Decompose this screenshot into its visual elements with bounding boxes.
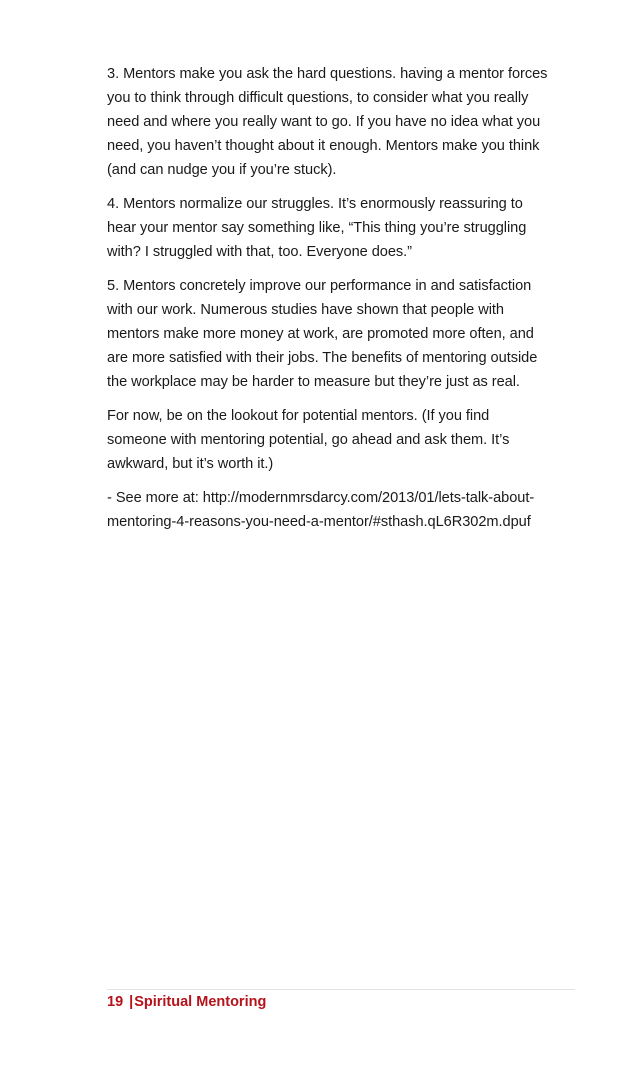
paragraph-point-3	[107, 62, 577, 182]
text-line: 4. Mentors normalize our struggles. It’s enormously reassuring to	[107, 196, 523, 212]
paragraph-source-reference	[107, 486, 577, 534]
text-line: hear your mentor say something like, “This thing you’re struggling	[107, 220, 527, 236]
text-line: need and where you really want to go. If you have no idea what you	[107, 114, 541, 130]
text-line: are more satisfied with their jobs. The benefits of mentoring outside	[107, 350, 538, 366]
text-line: 3. Mentors make you ask the hard questions. having a mentor forces	[107, 66, 548, 82]
text-line: with? I struggled with that, too. Everyone does.”	[107, 244, 412, 260]
paragraph-point-5	[107, 274, 577, 394]
text-line: with our work. Numerous studies have shown that people with	[107, 302, 504, 318]
text-line: you to think through difficult questions, to consider what you really	[107, 90, 529, 106]
paragraph-point-4	[107, 192, 577, 264]
text-line: (and can nudge you if you’re stuck).	[107, 162, 337, 178]
paragraph-closing-advice	[107, 404, 577, 476]
text-line: awkward, but it’s worth it.)	[107, 456, 274, 472]
source-url-line: mentoring-4-reasons-you-need-a-mentor/#sthash.qL6R302m.dpuf	[107, 514, 531, 530]
text-line: For now, be on the lookout for potential mentors. (If you find	[107, 408, 490, 424]
page-footer	[107, 991, 266, 1013]
footer-title: Spiritual Mentoring	[134, 994, 267, 1010]
text-line: need, you haven’t thought about it enough. Mentors make you think	[107, 138, 540, 154]
footer-divider	[107, 989, 575, 990]
source-url-line: - See more at: http://modernmrsdarcy.com/2013/01/lets-talk-about-	[107, 490, 535, 506]
page-number: 19	[107, 994, 124, 1010]
text-line: 5. Mentors concretely improve our performance in and satisfaction	[107, 278, 532, 294]
footer-separator: |	[129, 994, 134, 1010]
text-line: mentors make more money at work, are promoted more often, and	[107, 326, 534, 342]
document-body	[107, 62, 577, 544]
text-line: the workplace may be harder to measure but they’re just as real.	[107, 374, 520, 390]
text-line: someone with mentoring potential, go ahead and ask them. It’s	[107, 432, 510, 448]
